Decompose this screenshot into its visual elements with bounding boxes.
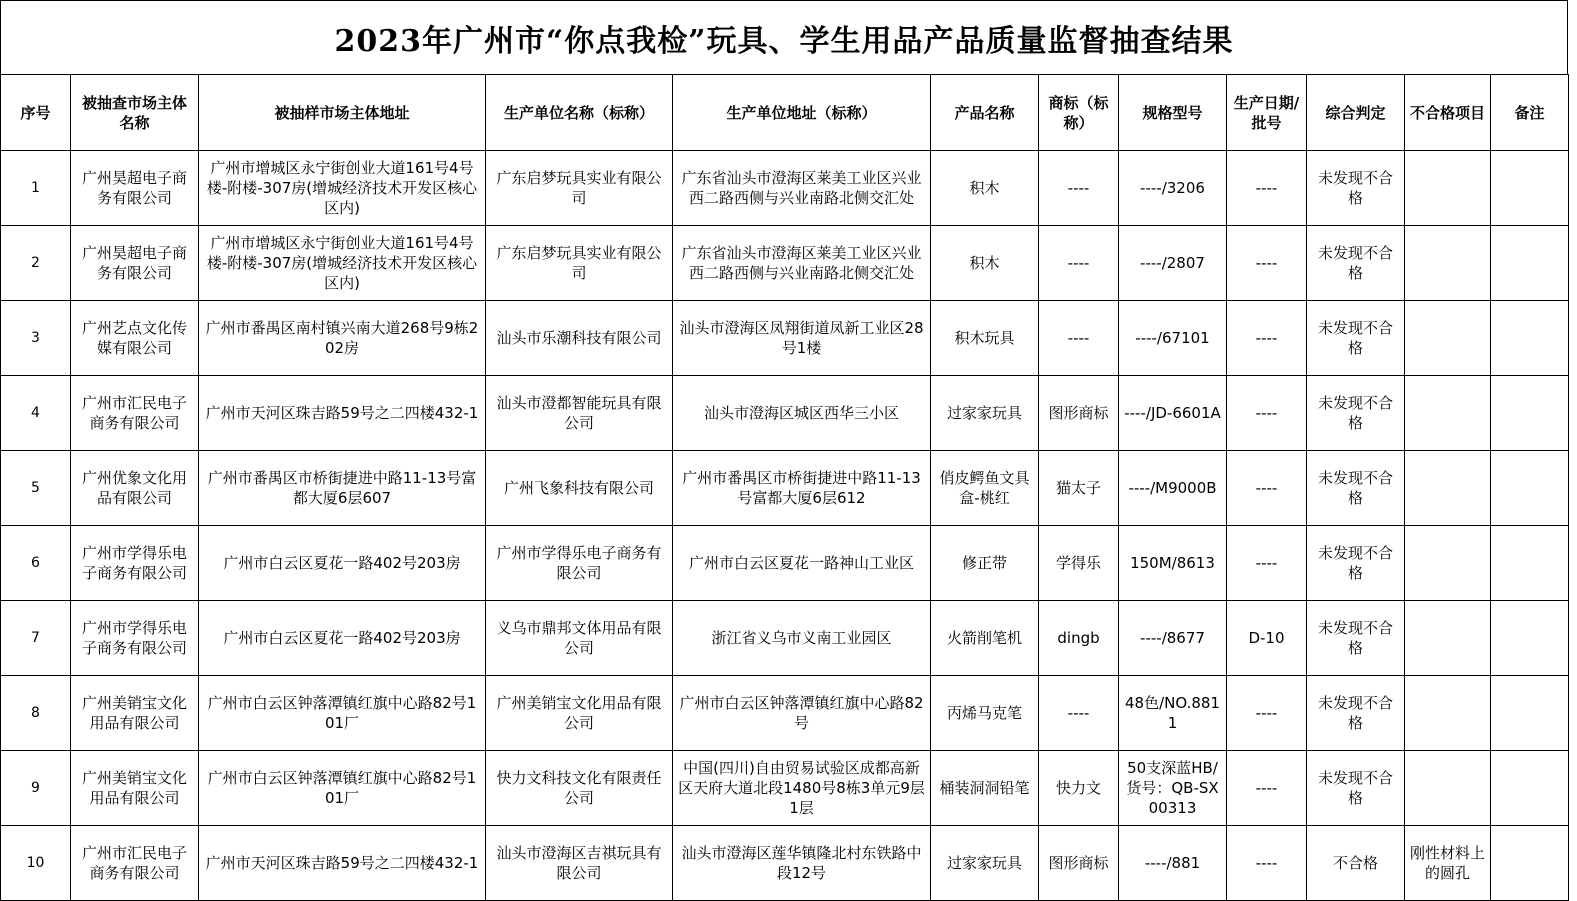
cell-market-entity-name: 广州昊超电子商务有限公司 <box>71 226 199 301</box>
cell-producer-name: 广东启梦玩具实业有限公司 <box>486 151 673 226</box>
cell-producer-address: 广东省汕头市澄海区莱美工业区兴业西二路西侧与兴业南路北侧交汇处 <box>673 226 931 301</box>
cell-trademark: dingb <box>1039 601 1119 676</box>
header-market-entity-address: 被抽样市场主体地址 <box>199 75 486 151</box>
cell-nonconforming-items <box>1405 226 1491 301</box>
cell-producer-address: 汕头市澄海区凤翔街道凤新工业区28号1楼 <box>673 301 931 376</box>
cell-market-entity-address: 广州市增城区永宁街创业大道161号4号楼-附楼-307房(增城经济技术开发区核心区内) <box>199 226 486 301</box>
cell-seq: 10 <box>1 826 71 901</box>
table-row <box>1 526 1569 601</box>
cell-market-entity-name: 广州市学得乐电子商务有限公司 <box>71 526 199 601</box>
cell-trademark: 图形商标 <box>1039 376 1119 451</box>
cell-producer-name: 广州飞象科技有限公司 <box>486 451 673 526</box>
cell-remarks <box>1491 526 1569 601</box>
cell-nonconforming-items: 刚性材料上的圆孔 <box>1405 826 1491 901</box>
cell-nonconforming-items <box>1405 526 1491 601</box>
cell-producer-address: 浙江省义乌市义南工业园区 <box>673 601 931 676</box>
cell-production-date: ---- <box>1227 451 1307 526</box>
cell-market-entity-name: 广州艺点文化传媒有限公司 <box>71 301 199 376</box>
cell-remarks <box>1491 151 1569 226</box>
cell-producer-name: 汕头市澄海区吉祺玩具有限公司 <box>486 826 673 901</box>
cell-product-name: 积木玩具 <box>931 301 1039 376</box>
header-spec-model: 规格型号 <box>1119 75 1227 151</box>
cell-market-entity-address: 广州市番禺区南村镇兴南大道268号9栋202房 <box>199 301 486 376</box>
cell-seq: 7 <box>1 601 71 676</box>
cell-production-date: ---- <box>1227 751 1307 826</box>
table-row <box>1 751 1569 826</box>
cell-nonconforming-items <box>1405 151 1491 226</box>
cell-producer-address: 汕头市澄海区莲华镇隆北村东铁路中段12号 <box>673 826 931 901</box>
cell-market-entity-address: 广州市增城区永宁街创业大道161号4号楼-附楼-307房(增城经济技术开发区核心区内) <box>199 151 486 226</box>
cell-overall-judgement: 不合格 <box>1307 826 1405 901</box>
cell-market-entity-address: 广州市天河区珠吉路59号之二四楼432-1 <box>199 826 486 901</box>
cell-nonconforming-items <box>1405 301 1491 376</box>
cell-product-name: 过家家玩具 <box>931 826 1039 901</box>
cell-remarks <box>1491 826 1569 901</box>
cell-spec-model: ----/2807 <box>1119 226 1227 301</box>
cell-market-entity-name: 广州美销宝文化用品有限公司 <box>71 751 199 826</box>
table-row <box>1 676 1569 751</box>
cell-remarks <box>1491 676 1569 751</box>
cell-overall-judgement: 未发现不合格 <box>1307 226 1405 301</box>
header-row <box>1 75 1569 151</box>
cell-product-name: 积木 <box>931 226 1039 301</box>
cell-product-name: 过家家玩具 <box>931 376 1039 451</box>
cell-product-name: 桶装洞洞铅笔 <box>931 751 1039 826</box>
cell-production-date: ---- <box>1227 301 1307 376</box>
header-remarks: 备注 <box>1491 75 1569 151</box>
cell-spec-model: 150M/8613 <box>1119 526 1227 601</box>
cell-market-entity-name: 广州美销宝文化用品有限公司 <box>71 676 199 751</box>
cell-producer-name: 广州美销宝文化用品有限公司 <box>486 676 673 751</box>
cell-overall-judgement: 未发现不合格 <box>1307 526 1405 601</box>
header-nonconforming-items: 不合格项目 <box>1405 75 1491 151</box>
cell-remarks <box>1491 451 1569 526</box>
cell-overall-judgement: 未发现不合格 <box>1307 451 1405 526</box>
cell-seq: 8 <box>1 676 71 751</box>
cell-overall-judgement: 未发现不合格 <box>1307 601 1405 676</box>
cell-seq: 5 <box>1 451 71 526</box>
cell-spec-model: ----/67101 <box>1119 301 1227 376</box>
cell-production-date: ---- <box>1227 676 1307 751</box>
cell-remarks <box>1491 301 1569 376</box>
cell-production-date: ---- <box>1227 226 1307 301</box>
cell-nonconforming-items <box>1405 751 1491 826</box>
cell-nonconforming-items <box>1405 676 1491 751</box>
cell-market-entity-address: 广州市天河区珠吉路59号之二四楼432-1 <box>199 376 486 451</box>
cell-product-name: 俏皮鳄鱼文具盒-桃红 <box>931 451 1039 526</box>
cell-market-entity-address: 广州市番禺区市桥街捷进中路11-13号富都大厦6层607 <box>199 451 486 526</box>
cell-nonconforming-items <box>1405 601 1491 676</box>
cell-nonconforming-items <box>1405 376 1491 451</box>
cell-trademark: 图形商标 <box>1039 826 1119 901</box>
table-row <box>1 601 1569 676</box>
header-market-entity-name: 被抽查市场主体名称 <box>71 75 199 151</box>
cell-producer-address: 广州市白云区夏花一路神山工业区 <box>673 526 931 601</box>
header-product-name: 产品名称 <box>931 75 1039 151</box>
header-trademark: 商标（标称） <box>1039 75 1119 151</box>
cell-producer-address: 广州市白云区钟落潭镇红旗中心路82号 <box>673 676 931 751</box>
table-row <box>1 376 1569 451</box>
header-production-date: 生产日期/批号 <box>1227 75 1307 151</box>
cell-seq: 6 <box>1 526 71 601</box>
cell-spec-model: 50支深蓝HB/货号：QB-SX00313 <box>1119 751 1227 826</box>
cell-seq: 9 <box>1 751 71 826</box>
cell-spec-model: ----/M9000B <box>1119 451 1227 526</box>
cell-market-entity-name: 广州优象文化用品有限公司 <box>71 451 199 526</box>
cell-production-date: ---- <box>1227 526 1307 601</box>
cell-market-entity-address: 广州市白云区夏花一路402号203房 <box>199 601 486 676</box>
cell-production-date: ---- <box>1227 151 1307 226</box>
cell-product-name: 火箭削笔机 <box>931 601 1039 676</box>
cell-producer-address: 广东省汕头市澄海区莱美工业区兴业西二路西侧与兴业南路北侧交汇处 <box>673 151 931 226</box>
cell-market-entity-address: 广州市白云区钟落潭镇红旗中心路82号101厂 <box>199 676 486 751</box>
header-producer-name: 生产单位名称（标称） <box>486 75 673 151</box>
cell-spec-model: 48色/NO.8811 <box>1119 676 1227 751</box>
cell-trademark: ---- <box>1039 676 1119 751</box>
header-seq: 序号 <box>1 75 71 151</box>
header-overall-judgement: 综合判定 <box>1307 75 1405 151</box>
cell-overall-judgement: 未发现不合格 <box>1307 376 1405 451</box>
cell-producer-address: 中国(四川)自由贸易试验区成都高新区天府大道北段1480号8栋3单元9层1层 <box>673 751 931 826</box>
cell-remarks <box>1491 226 1569 301</box>
cell-overall-judgement: 未发现不合格 <box>1307 301 1405 376</box>
cell-producer-name: 义乌市鼎邦文体用品有限公司 <box>486 601 673 676</box>
cell-trademark: ---- <box>1039 151 1119 226</box>
cell-market-entity-address: 广州市白云区夏花一路402号203房 <box>199 526 486 601</box>
cell-market-entity-name: 广州昊超电子商务有限公司 <box>71 151 199 226</box>
cell-production-date: ---- <box>1227 826 1307 901</box>
table-row <box>1 826 1569 901</box>
cell-market-entity-name: 广州市学得乐电子商务有限公司 <box>71 601 199 676</box>
cell-producer-name: 汕头市乐潮科技有限公司 <box>486 301 673 376</box>
results-table <box>0 74 1569 901</box>
cell-producer-name: 快力文科技文化有限责任公司 <box>486 751 673 826</box>
cell-producer-name: 汕头市澄都智能玩具有限公司 <box>486 376 673 451</box>
cell-producer-address: 汕头市澄海区城区西华三小区 <box>673 376 931 451</box>
sheet-title: 2023年广州市“你点我检”玩具、学生用品产品质量监督抽查结果 <box>0 0 1568 74</box>
cell-seq: 1 <box>1 151 71 226</box>
cell-producer-address: 广州市番禺区市桥街捷进中路11-13号富都大厦6层612 <box>673 451 931 526</box>
cell-spec-model: ----/881 <box>1119 826 1227 901</box>
cell-remarks <box>1491 376 1569 451</box>
cell-remarks <box>1491 601 1569 676</box>
cell-seq: 3 <box>1 301 71 376</box>
cell-trademark: ---- <box>1039 226 1119 301</box>
table-row <box>1 226 1569 301</box>
cell-product-name: 修正带 <box>931 526 1039 601</box>
cell-seq: 4 <box>1 376 71 451</box>
header-producer-address: 生产单位地址（标称） <box>673 75 931 151</box>
cell-seq: 2 <box>1 226 71 301</box>
cell-overall-judgement: 未发现不合格 <box>1307 151 1405 226</box>
cell-trademark: 学得乐 <box>1039 526 1119 601</box>
cell-market-entity-address: 广州市白云区钟落潭镇红旗中心路82号101厂 <box>199 751 486 826</box>
cell-production-date: ---- <box>1227 376 1307 451</box>
cell-production-date: D-10 <box>1227 601 1307 676</box>
cell-trademark: 猫太子 <box>1039 451 1119 526</box>
table-row <box>1 451 1569 526</box>
table-row <box>1 151 1569 226</box>
table-row <box>1 301 1569 376</box>
cell-spec-model: ----/8677 <box>1119 601 1227 676</box>
cell-nonconforming-items <box>1405 451 1491 526</box>
cell-market-entity-name: 广州市汇民电子商务有限公司 <box>71 376 199 451</box>
cell-overall-judgement: 未发现不合格 <box>1307 676 1405 751</box>
cell-trademark: 快力文 <box>1039 751 1119 826</box>
cell-product-name: 丙烯马克笔 <box>931 676 1039 751</box>
cell-trademark: ---- <box>1039 301 1119 376</box>
cell-market-entity-name: 广州市汇民电子商务有限公司 <box>71 826 199 901</box>
cell-spec-model: ----/3206 <box>1119 151 1227 226</box>
cell-producer-name: 广州市学得乐电子商务有限公司 <box>486 526 673 601</box>
cell-spec-model: ----/JD-6601A <box>1119 376 1227 451</box>
cell-overall-judgement: 未发现不合格 <box>1307 751 1405 826</box>
cell-producer-name: 广东启梦玩具实业有限公司 <box>486 226 673 301</box>
cell-remarks <box>1491 751 1569 826</box>
cell-product-name: 积木 <box>931 151 1039 226</box>
